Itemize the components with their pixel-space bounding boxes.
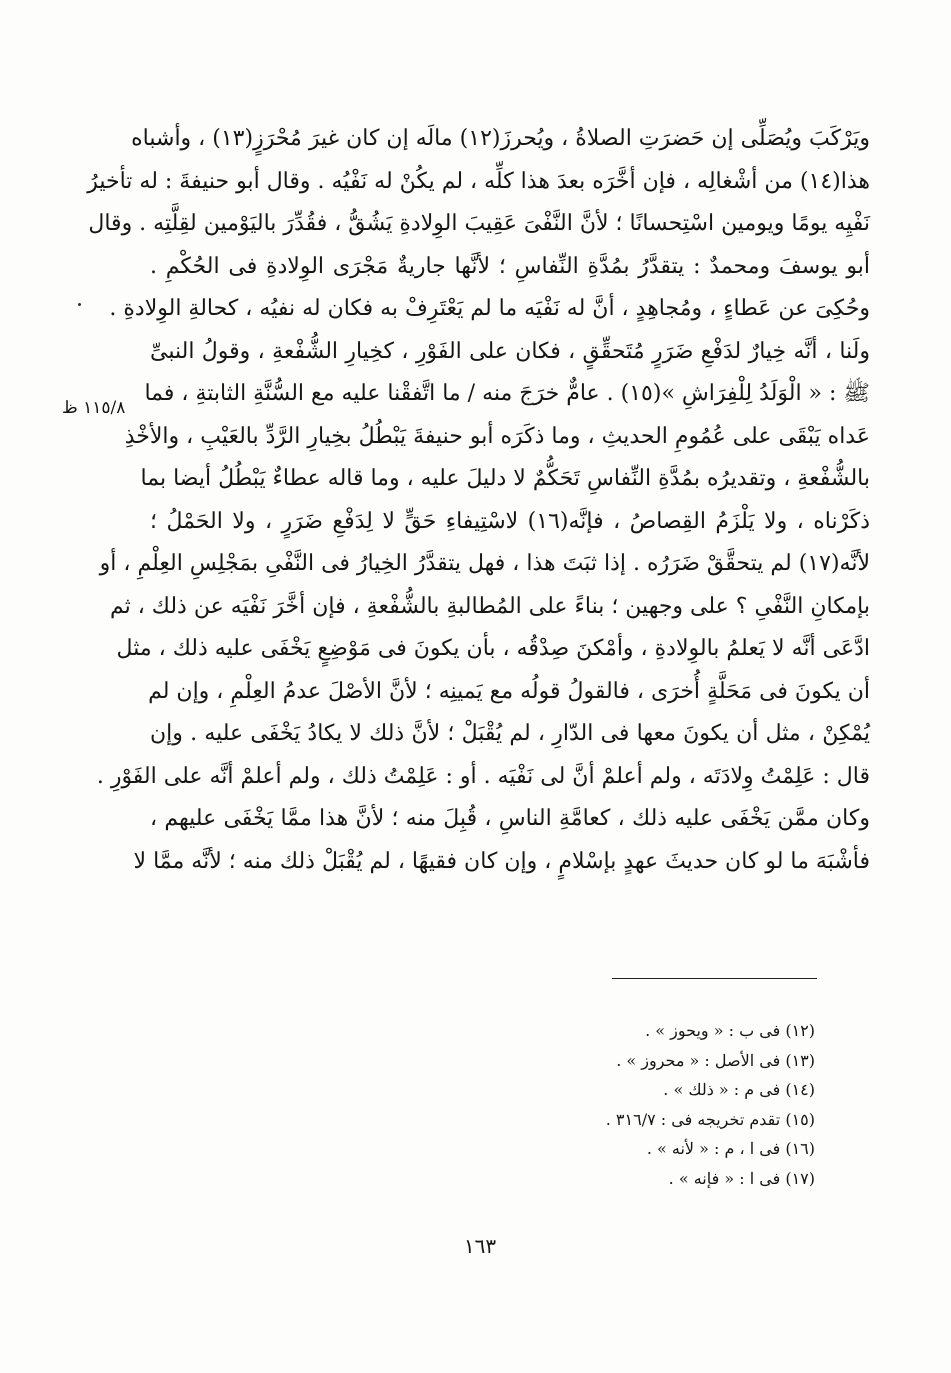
text-line: ذكَرْناه ، ولا يَلْزَمُ القِصاصُ ، فإنَّه(١٦) لاسْتِيفاءِ حَقٍّ لا لِدَفْعِ ضَرَرٍ ، ولا الحَمْلُ ؛ — [150, 508, 870, 534]
footnote: (١٥) تقدم تخريجه فى : ٣١٦/٧ . — [605, 1109, 815, 1129]
text-line: يُمْكِنْ ، مثل أن يكونَ معها فى الدّارِ ، لم يُقْبَلْ ؛ لأنَّ ذلك لا يكادُ يَخْفَى عليه . وإن — [150, 721, 870, 746]
footnote: (١٢) فى ب : « ويحوز » . — [645, 1021, 815, 1040]
footnote: (١٤) فى م : « ذلك » . — [663, 1080, 815, 1099]
footnote-separator — [612, 978, 817, 979]
text-line: أبو يوسفَ ومحمدٌ : يتقدَّرُ بمُدَّةِ النِّفاسِ ؛ لأنَّها جاريةٌ مَجْرَى الوِلادةِ فى الحُكْمِ . — [150, 253, 870, 279]
text-line: ادَّعَى أنَّه لا يَعلمُ بالوِلادةِ ، وأمْكنَ صِدْقُه ، بأن يكونَ فى مَوْضِعٍ يَخْفَى عليه ذلك ، مثل — [116, 636, 870, 661]
text-line: عَداه يَبْقَى على عُمُومِ الحديثِ ، وما ذكَرَه أبو حنيفةَ يَبْطُلُ بخِيارِ الرَّدِّ بالعَيْبِ ، والأخْذِ — [124, 423, 870, 449]
text-line: ولَنا ، أنَّه خِيارٌ لدَفْعِ ضَرَرٍ مُتَحقِّقٍ ، فكان على الفَوْرِ ، كخِيارِ الشُّفْعةِ ، وقولُ النبىِّ — [150, 338, 870, 364]
text-line: بإمكانِ النَّفْىِ ؟ على وجهين ؛ بناءً على المُطالبةِ بالشُّفْعةِ ، فإن أخَّرَ نَفْيَه عن ذلك ، ثم — [109, 593, 870, 619]
text-line: أن يكونَ فى مَحَلَّةٍ أُخرَى ، فالقولُ قولُه مع يَمينِه ؛ لأنَّ الأصْلَ عدمُ العِلْمِ ، وإن لم — [148, 678, 870, 704]
text-line: ويَرْكَبَ ويُصَلِّى إن حَضرَتِ الصلاةُ ، ويُحرزَ(١٢) مالَه إن كان غيرَ مُحْرَزٍ(١٣) ، وأشباه — [131, 126, 870, 151]
text-line: لأنَّه(١٧) لم يتحقَّقْ ضَرَرُه . إذا ثبَتَ هذا ، فهل يتقدَّرُ الخِيارُ فى النَّفْىِ بمَجْلِسِ العِلْمِ ، أو — [99, 551, 870, 576]
folio-margin-note: ١١٥/٨ ظ — [62, 398, 126, 418]
footnotes — [606, 1016, 815, 1193]
text-line: نَفْيِه يومًا ويومين اسْتِحسانًا ؛ لأنَّ النَّفْىَ عَقِيبَ الوِلادةِ يَشُقُّ ، فقُدِّرَ باليَوْمين لقِلَّتِه . وقال — [88, 211, 870, 236]
page-number: ١٦٣ — [463, 1234, 497, 1258]
text-line: ﷺ : « الْوَلَدُ لِلْفِرَاشِ »(١٥) . عامٌّ خرَجَ منه / ما اتَّفقْنا عليه مع السُّنَّةِ الثابتةِ ، فما — [144, 381, 870, 406]
text-line: فأشْبَهَ ما لو كان حديثَ عهدٍ بإسْلامٍ ، وإن كان فقيهًا ، لم يُقْبَلْ ذلك منه ؛ لأنَّه ممَّا لا — [133, 848, 870, 874]
footnote: (١٦) فى ا ، م : « لأنه » . — [646, 1139, 815, 1158]
text-line: هذا(١٤) من أشْغالِه ، فإن أخَّرَه بعدَ هذا كلِّه ، لم يكُنْ له نَفْيُه . وقال أبو حنيفةَ : له تأخيرُ — [87, 168, 870, 194]
ink-dot — [78, 303, 81, 306]
footnote: (١٧) فى ا : « فإنه » . — [668, 1168, 815, 1188]
text-line: وكان ممَّن يَخْفَى عليه ذلك ، كعامَّةِ الناسِ ، قُبِلَ منه ؛ لأنَّ هذا ممَّا يَخْفَى عليهم ، — [150, 806, 870, 831]
text-line: وحُكِىَ عن عَطاءٍ ، ومُجاهِدٍ ، أنَّ له نَفْيَه ما لم يَعْتَرِفْ به فكان له نفيُه ، كحالةِ الوِلادةِ . — [109, 296, 870, 321]
text-line: بالشُّفْعةِ ، وتقديرُه بمُدَّةِ النِّفاسِ تَحَكُّمٌ لا دليلَ عليه ، وما قاله عطاءٌ يَبْطُلُ أيضا بما — [140, 466, 870, 491]
footnote: (١٣) فى الأصل : « محروز » . — [616, 1050, 815, 1070]
text-line: قال : عَلِمْتُ وِلادَتَه ، ولم أعلمْ أنَّ لى نَفْيَه . أو : عَلِمْتُ ذلك ، ولم أعلمْ أنَّه على الفَوْرِ . — [96, 763, 870, 789]
